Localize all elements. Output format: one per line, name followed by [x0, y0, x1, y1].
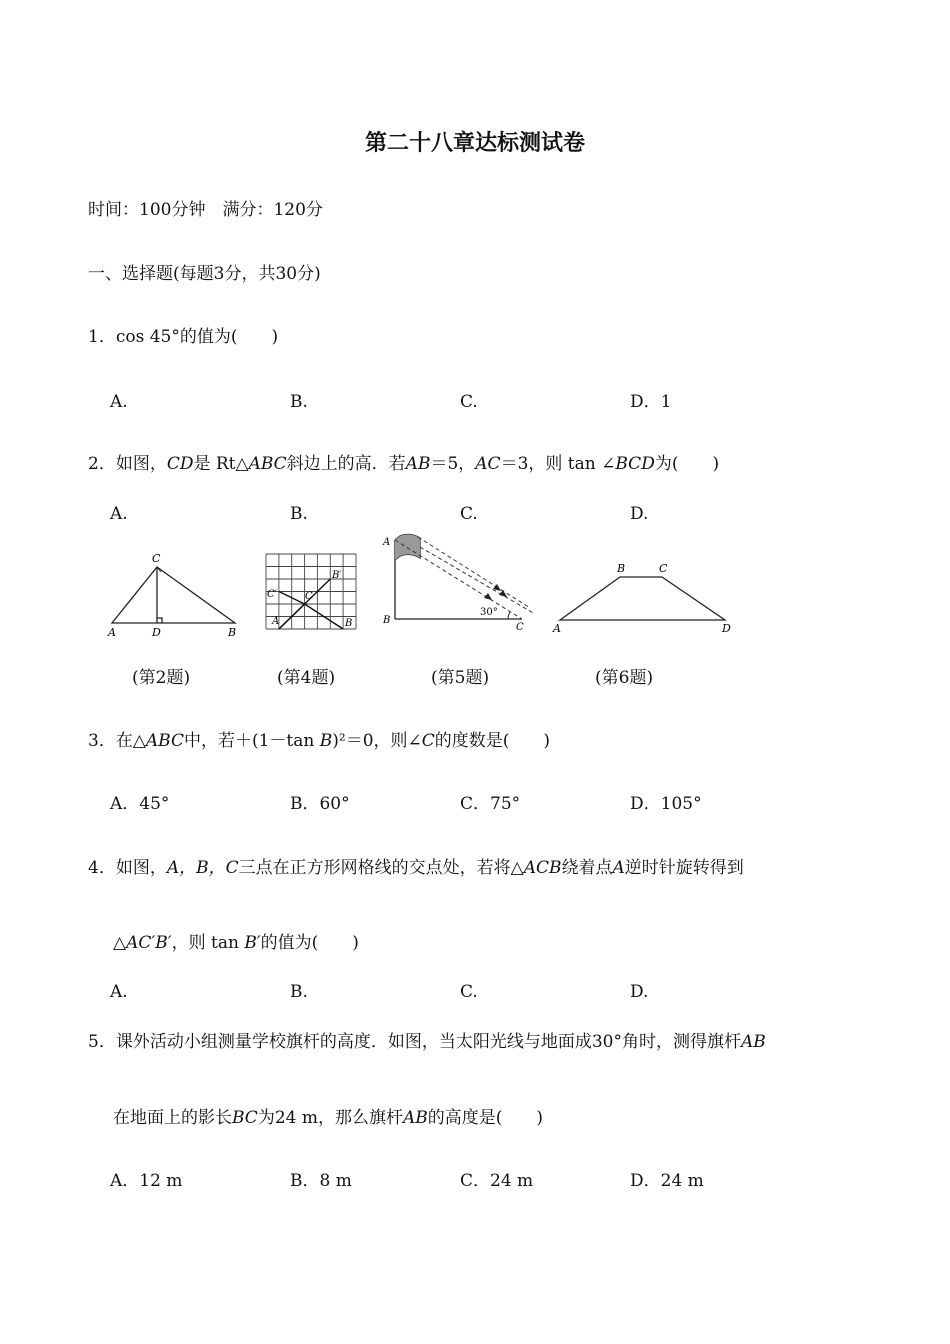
figure-q5-flagpole [380, 530, 540, 640]
q2-cd: CD [166, 454, 194, 474]
q4-acb: ACB [523, 858, 562, 878]
q4-l2-end: 的值为( ) [260, 933, 359, 953]
q3-option-b: B．60° [290, 794, 350, 814]
q4-l2-mid: ，则 tan [171, 933, 245, 953]
q2-end: 为( ) [654, 454, 720, 474]
q5-l2-prefix: 在地面上的影长 [113, 1108, 232, 1128]
q3-option-c: C．75° [460, 794, 521, 814]
q5-line1-ab: AB [740, 1032, 766, 1052]
q5-option-a: A．12 m [110, 1171, 183, 1191]
q4-points: A，B，C [166, 858, 239, 878]
fig2-label-c: C [152, 552, 161, 565]
q5-option-c: C．24 m [460, 1171, 534, 1191]
q3-option-a: A．45° [110, 794, 170, 814]
q2-option-b: B. [290, 504, 308, 524]
q4-l2-tri: AC′B′ [126, 933, 172, 953]
caption-fig2: (第2题) [132, 668, 191, 688]
question-2-stem [88, 453, 719, 475]
question-1-stem: 1．cos 45°的值为( ) [88, 327, 279, 347]
q4-end: 逆时针旋转得到 [624, 858, 744, 878]
q5-l2-ab: AB [402, 1108, 428, 1128]
q2-ac: AC [475, 454, 501, 474]
question-4-stem-line2 [113, 932, 359, 954]
fig4-label-c: C [305, 591, 313, 602]
fig6-label-b: B [617, 562, 626, 575]
q2-prefix: 2．如图， [88, 454, 167, 474]
q1-option-b: B. [290, 392, 308, 412]
q5-l2-end: 的高度是( ) [427, 1108, 544, 1128]
figure-q2-right-triangle [100, 545, 250, 640]
q3-abc: ABC [145, 731, 184, 751]
q3-c: C [421, 731, 435, 751]
q3-end: 的度数是( ) [434, 731, 551, 751]
fig6-label-d: D [722, 622, 731, 635]
q4-option-a: A. [110, 982, 128, 1002]
q5-option-d: D．24 m [630, 1171, 704, 1191]
q2-option-c: C. [460, 504, 478, 524]
fig4-label-b-prime: B′ [332, 570, 342, 581]
question-5-stem-line1 [88, 1031, 766, 1053]
fig5-label-a: A [383, 537, 391, 548]
q3-prefix: 3．在△ [88, 731, 146, 751]
q4-a: A [612, 858, 625, 878]
q4-mid: 三点在正方形网格线的交点处，若将△ [238, 858, 524, 878]
q2-ab: AB [405, 454, 431, 474]
caption-fig4: (第4题) [277, 668, 336, 688]
q3-option-d: D．105° [630, 794, 702, 814]
q2-mid2: 斜边上的高．若 [286, 454, 406, 474]
q3-b: B [319, 731, 333, 751]
q4-l2-b: B′ [244, 933, 261, 953]
q5-option-b: B．8 m [290, 1171, 352, 1191]
q1-option-a: A. [110, 392, 128, 412]
fig2-label-b: B [228, 626, 237, 639]
fig4-label-a: A [272, 616, 280, 627]
q2-mid4: ＝3，则 tan ∠ [500, 454, 616, 474]
q1-option-c: C. [460, 392, 478, 412]
caption-fig6: (第6题) [595, 668, 654, 688]
q4-mid2: 绕着点 [561, 858, 613, 878]
q2-option-d: D. [630, 504, 649, 524]
q4-l2-prefix: △ [113, 933, 127, 953]
fig6-label-c: C [659, 562, 668, 575]
q5-l2-bc: BC [232, 1108, 258, 1128]
q2-option-a: A. [110, 504, 128, 524]
figure-q6-trapezoid [550, 560, 740, 635]
q5-l2-mid: 为24 m，那么旗杆 [257, 1108, 403, 1128]
exam-meta: 时间：100分钟 满分：120分 [88, 200, 323, 220]
q1-option-d: D．1 [630, 392, 672, 412]
fig4-label-c-prime: C′ [267, 589, 277, 600]
q2-mid1: 是 Rt△ [193, 454, 249, 474]
fig5-angle-label: 30° [480, 607, 498, 618]
q4-option-c: C. [460, 982, 478, 1002]
q4-option-d: D. [630, 982, 649, 1002]
q2-bcd: BCD [615, 454, 655, 474]
caption-fig5: (第5题) [431, 668, 490, 688]
q3-mid: 中，若＋(1－tan [183, 731, 320, 751]
fig2-label-a: A [108, 626, 116, 639]
fig6-label-a: A [553, 622, 561, 635]
question-5-stem-line2 [113, 1107, 543, 1129]
fig5-label-c: C [516, 622, 524, 633]
fig5-label-b: B [383, 615, 391, 626]
question-4-stem-line1 [88, 857, 744, 879]
figure-q4-grid [262, 550, 362, 635]
section-heading: 一、选择题(每题3分，共30分) [88, 264, 321, 284]
q2-mid3: ＝5， [430, 454, 476, 474]
q2-abc: ABC [248, 454, 287, 474]
q4-prefix: 4．如图， [88, 858, 167, 878]
page-title: 第二十八章达标测试卷 [364, 130, 585, 156]
fig2-label-d: D [152, 626, 161, 639]
q5-line1: 5．课外活动小组测量学校旗杆的高度．如图，当太阳光线与地面成30°角时，测得旗杆 [88, 1032, 741, 1052]
fig4-label-b: B [345, 618, 353, 629]
q3-sup: )²＝0，则∠ [332, 731, 422, 751]
q4-option-b: B. [290, 982, 308, 1002]
question-3-stem [88, 730, 550, 752]
